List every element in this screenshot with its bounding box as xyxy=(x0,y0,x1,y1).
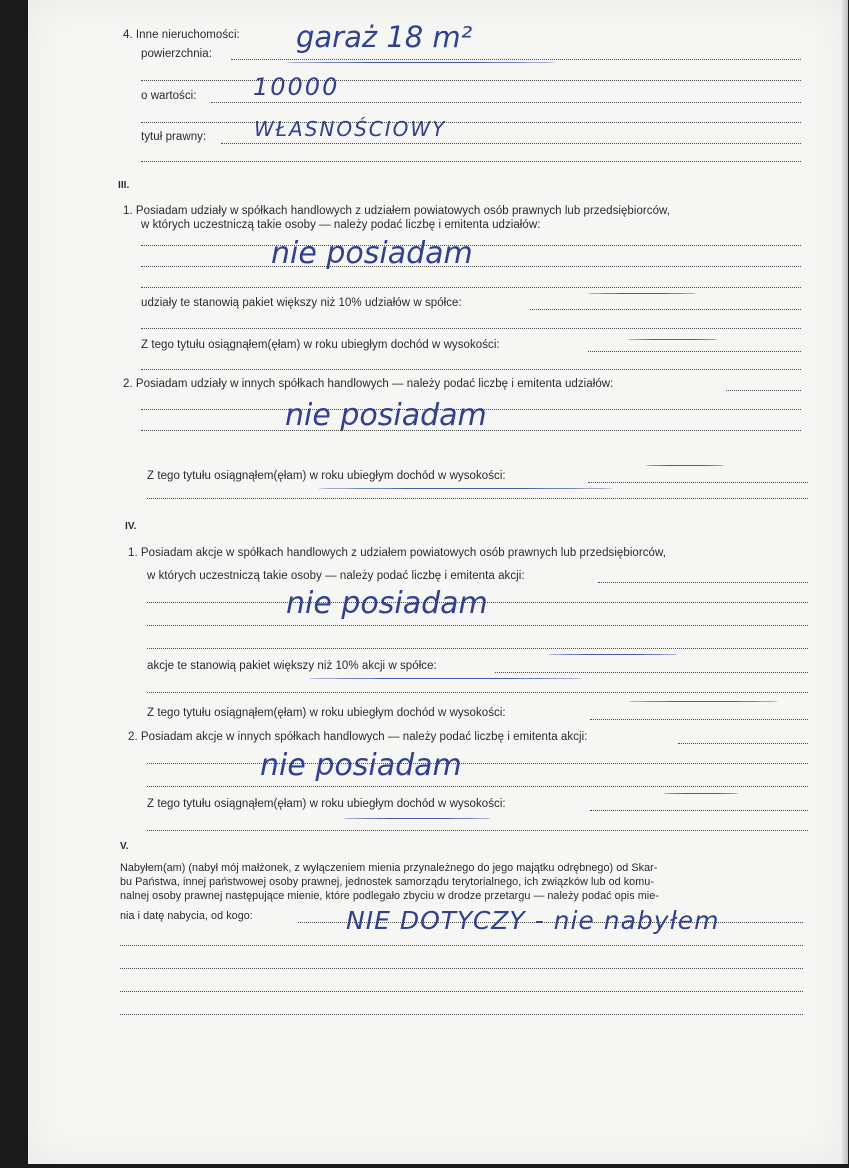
area-label: powierzchnia: xyxy=(141,48,212,60)
s3-p2-income-label: Z tego tytułu osiągnąłem(ęłam) w roku ubiegłym dochód w wysokości: xyxy=(147,470,506,482)
other-property-label: 4. Inne nieruchomości: xyxy=(123,29,240,41)
form-page xyxy=(28,0,844,1164)
s3-p1-line-c xyxy=(141,287,801,288)
section-iii-heading: III. xyxy=(118,180,130,191)
s4-p2-income-line xyxy=(590,810,808,811)
legal-title-label: tytuł prawny: xyxy=(141,131,207,143)
s3-p1-income-line xyxy=(588,351,801,352)
legal-title-line xyxy=(221,143,801,144)
s5-line-d xyxy=(120,1014,803,1015)
value-line-2 xyxy=(141,122,801,123)
s3-p2-income-line-2 xyxy=(147,498,808,499)
s4-p2-income-dash xyxy=(663,793,738,794)
s4-p2-line-end xyxy=(678,743,808,744)
s3-p2-income-line xyxy=(588,482,808,483)
s4-p2-line-a xyxy=(147,763,808,764)
s4-p1-line-b xyxy=(147,625,808,626)
s4-p1-share-line xyxy=(495,672,808,673)
s3-p1-share-line xyxy=(530,309,801,310)
area-line-2 xyxy=(141,80,801,81)
s5-line-a xyxy=(120,945,803,946)
s3-p1-answer: nie posiadam xyxy=(271,236,473,271)
s4-p1-line-c xyxy=(147,648,808,649)
s5-line-b xyxy=(120,968,803,969)
s5-line1: Nabyłem(am) (nabył mój małżonek, z wyłączeniem mienia przynależnego do jego majątku odrębnego) od Skar- xyxy=(120,862,658,874)
s3-p1-share-label: udziały te stanowią pakiet większy niż 10% udziałów w spółce: xyxy=(141,297,462,309)
value-value: 10000 xyxy=(253,73,340,101)
s4-p1-income-dash xyxy=(628,701,778,702)
s3-p1-income-dash xyxy=(628,339,718,340)
s3-p1-income-line-2 xyxy=(141,369,801,370)
s5-answer: NIE DOTYCZY - nie nabyłem xyxy=(346,906,720,935)
s4-p1-answer: nie posiadam xyxy=(286,586,488,621)
s3-p1-line-b xyxy=(141,266,801,267)
s4-p1-line2: w których uczestniczą takie osoby — należy podać liczbę i emitenta akcji: xyxy=(147,570,525,582)
legal-title-value: WŁASNOŚCIOWY xyxy=(254,117,447,141)
area-value: garaż 18 m² xyxy=(296,20,473,54)
s3-p2-line-end xyxy=(726,390,801,391)
s3-p2-line1: 2. Posiadam udziały w innych spółkach handlowych — należy podać liczbę i emitenta udziałów: xyxy=(123,378,614,390)
s3-p1-line2: w których uczestniczą takie osoby — należy podać liczbę i emitenta udziałów: xyxy=(141,219,541,231)
area-underline xyxy=(286,62,556,63)
area-line xyxy=(231,59,801,60)
s5-line2: bu Państwa, innej państwowej osoby prawnej, jednostek samorządu terytorialnego, ich związków lub od komu- xyxy=(120,876,654,888)
s3-p1-line1: 1. Posiadam udziały w spółkach handlowych z udziałem powiatowych osób prawnych lub przedsiębiorców, xyxy=(123,205,671,217)
s3-p1-share-line-2 xyxy=(141,328,801,329)
s4-p1-income-line xyxy=(590,719,808,720)
s4-p1-line1: 1. Posiadam akcje w spółkach handlowych z udziałem powiatowych osób prawnych lub przedsiębiorców, xyxy=(128,547,666,559)
legal-title-line-2 xyxy=(141,161,801,162)
section-iv-heading: IV. xyxy=(125,521,137,532)
s4-p1-income-label: Z tego tytułu osiągnąłem(ęłam) w roku ubiegłym dochód w wysokości: xyxy=(147,707,506,719)
s4-p2-line1: 2. Posiadam akcje w innych spółkach handlowych — należy podać liczbę i emitenta akcji: xyxy=(128,731,588,743)
s3-p2-line-b xyxy=(141,430,801,431)
s4-p1-share-underline xyxy=(308,678,583,679)
value-label: o wartości: xyxy=(141,90,197,102)
s4-p2-answer: nie posiadam xyxy=(260,748,462,783)
s4-p2-line-b xyxy=(147,786,808,787)
s5-line-c xyxy=(120,991,803,992)
s3-p1-share-dash xyxy=(588,293,696,294)
value-line xyxy=(211,102,801,103)
s4-p1-share-line-2 xyxy=(147,692,808,693)
section-v-heading: V. xyxy=(120,841,129,852)
s5-line4: nia i datę nabycia, od kogo: xyxy=(120,910,253,922)
s4-p2-income-line-2 xyxy=(147,830,808,831)
s4-p1-share-label: akcje te stanowią pakiet większy niż 10% akcji w spółce: xyxy=(147,660,437,672)
s3-p2-answer: nie posiadam xyxy=(285,398,487,433)
s3-p2-income-underline xyxy=(318,488,613,489)
s4-p1-line2-end xyxy=(598,582,808,583)
s5-line3: nalnej osoby prawnej następujące mienie, które podlegało zbyciu w drodze przetargu — należy podać opis mie- xyxy=(120,890,659,902)
s4-p2-income-underline xyxy=(343,818,491,819)
s3-p2-income-dash xyxy=(646,465,724,466)
s3-p1-income-label: Z tego tytułu osiągnąłem(ęłam) w roku ubiegłym dochód w wysokości: xyxy=(141,339,500,351)
s4-p1-share-dash xyxy=(548,654,678,655)
s4-p2-income-label: Z tego tytułu osiągnąłem(ęłam) w roku ubiegłym dochód w wysokości: xyxy=(147,798,506,810)
